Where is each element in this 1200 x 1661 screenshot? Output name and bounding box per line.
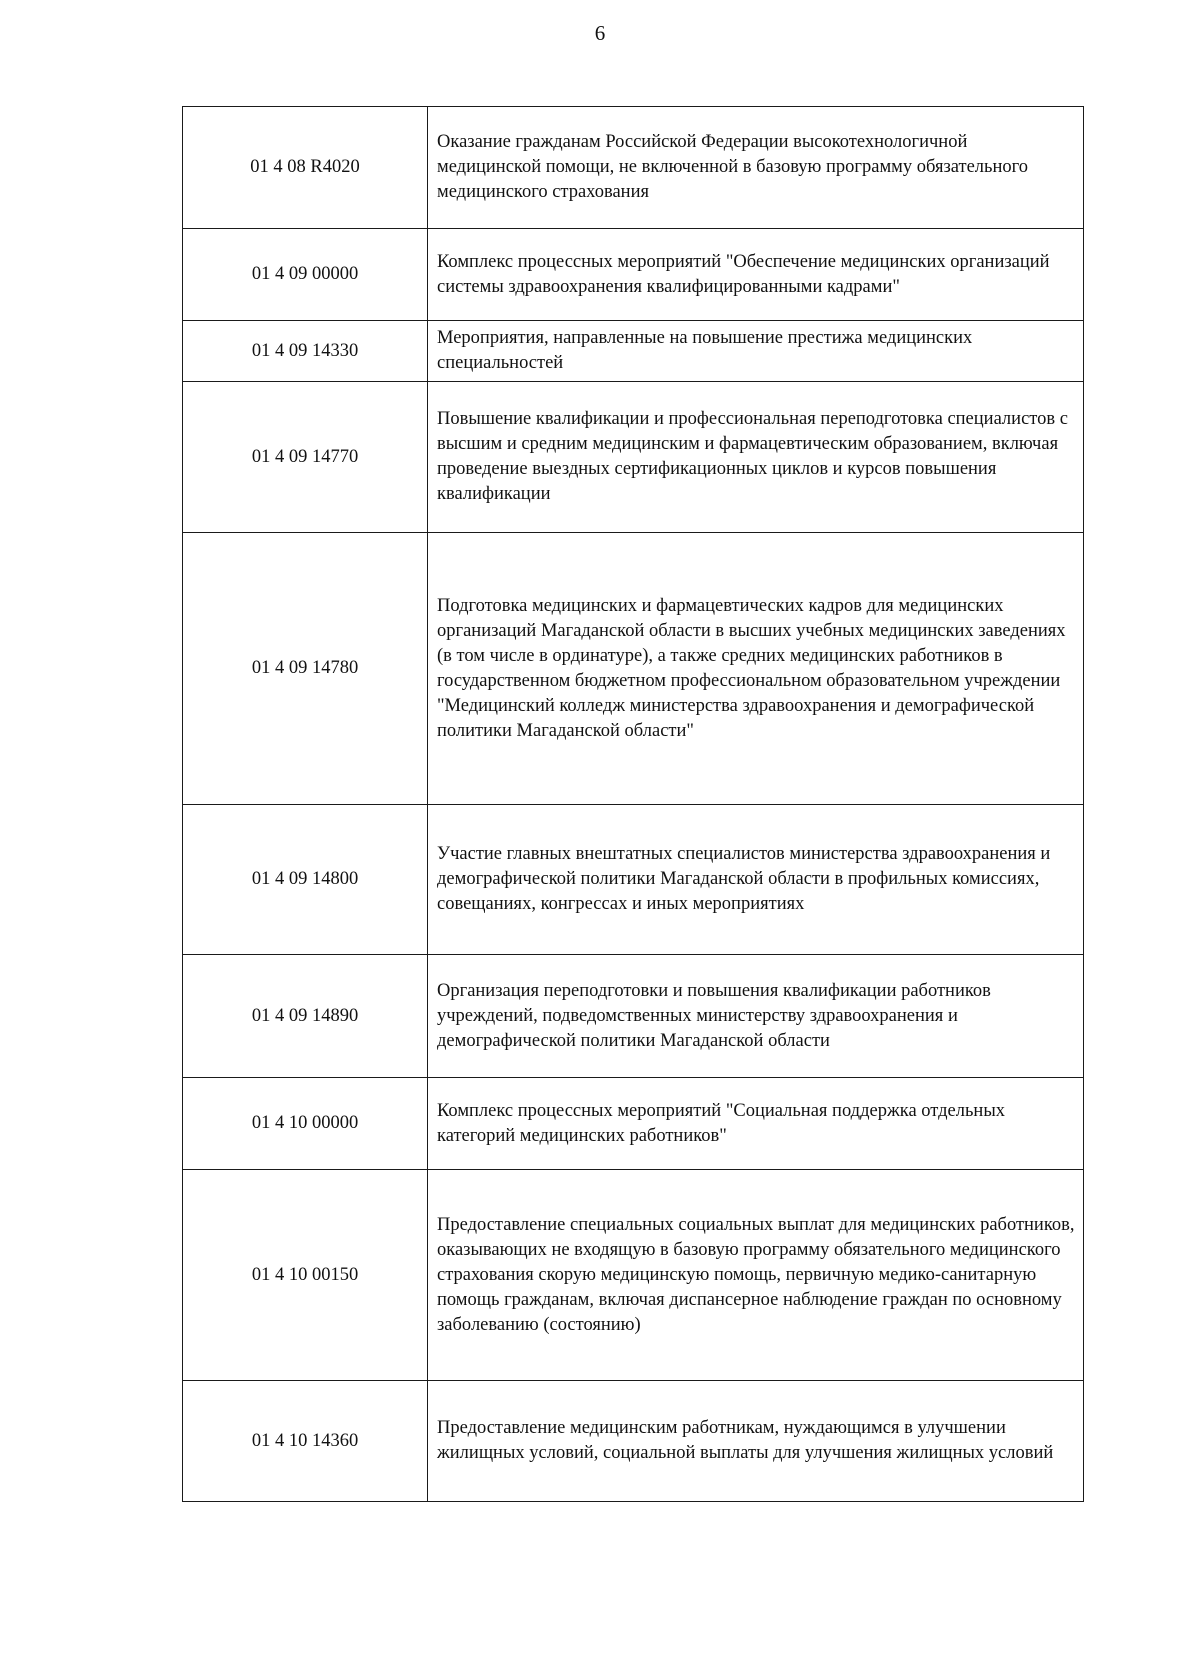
row-code: 01 4 09 14800 (183, 805, 428, 955)
table-row (183, 1078, 1084, 1170)
row-code: 01 4 09 14890 (183, 955, 428, 1078)
row-description: Оказание гражданам Российской Федерации высокотехнологичной медицинской помощи, не включенной в базовую программу обязательного медицинского страхования (428, 107, 1084, 229)
row-description: Организация переподготовки и повышения квалификации работников учреждений, подведомственных министерству здравоохранения и демографической политики Магаданской области (428, 955, 1084, 1078)
row-code: 01 4 09 14770 (183, 382, 428, 533)
row-description: Комплекс процессных мероприятий "Социальная поддержка отдельных категорий медицинских работников" (428, 1078, 1084, 1170)
row-description: Предоставление специальных социальных выплат для медицинских работников, оказывающих не входящую в базовую программу обязательного медицинского страхования скорую медицинскую помощь, первичную медико-санитарную помощь гражданам, включая диспансерное наблюдение граждан по основному заболеванию (состоянию) (428, 1170, 1084, 1381)
table-row (183, 1170, 1084, 1381)
row-code: 01 4 09 14330 (183, 321, 428, 382)
row-code: 01 4 09 00000 (183, 229, 428, 321)
row-description: Мероприятия, направленные на повышение престижа медицинских специальностей (428, 321, 1084, 382)
row-code: 01 4 10 00150 (183, 1170, 428, 1381)
table-row (183, 321, 1084, 382)
row-description: Предоставление медицинским работникам, нуждающимся в улучшении жилищных условий, социальной выплаты для улучшения жилищных условий (428, 1381, 1084, 1502)
row-description: Комплекс процессных мероприятий "Обеспечение медицинских организаций системы здравоохранения квалифицированными кадрами" (428, 229, 1084, 321)
table-row (183, 805, 1084, 955)
table-row (183, 382, 1084, 533)
table-row (183, 1381, 1084, 1502)
row-description: Участие главных внештатных специалистов министерства здравоохранения и демографической политики Магаданской области в профильных комиссиях, совещаниях, конгрессах и иных мероприятиях (428, 805, 1084, 955)
row-description: Повышение квалификации и профессиональная переподготовка специалистов с высшим и средним медицинским и фармацевтическим образованием, включая проведение выездных сертификационных циклов и курсов повышения квалификации (428, 382, 1084, 533)
table-row (183, 107, 1084, 229)
table-row (183, 229, 1084, 321)
row-code: 01 4 09 14780 (183, 533, 428, 805)
table-row (183, 533, 1084, 805)
budget-code-table (182, 106, 1084, 1502)
row-code: 01 4 10 14360 (183, 1381, 428, 1502)
table-row (183, 955, 1084, 1078)
page-number: 6 (594, 21, 606, 45)
row-code: 01 4 10 00000 (183, 1078, 428, 1170)
row-description: Подготовка медицинских и фармацевтических кадров для медицинских организаций Магаданской области в высших учебных медицинских заведениях (в том числе в ординатуре), а также средних медицинских работников в государственном бюджетном профессиональном образовательном учреждении "Медицинский колледж министерства здравоохранения и демографической политики Магаданской области" (428, 533, 1084, 805)
row-code: 01 4 08 R4020 (183, 107, 428, 229)
